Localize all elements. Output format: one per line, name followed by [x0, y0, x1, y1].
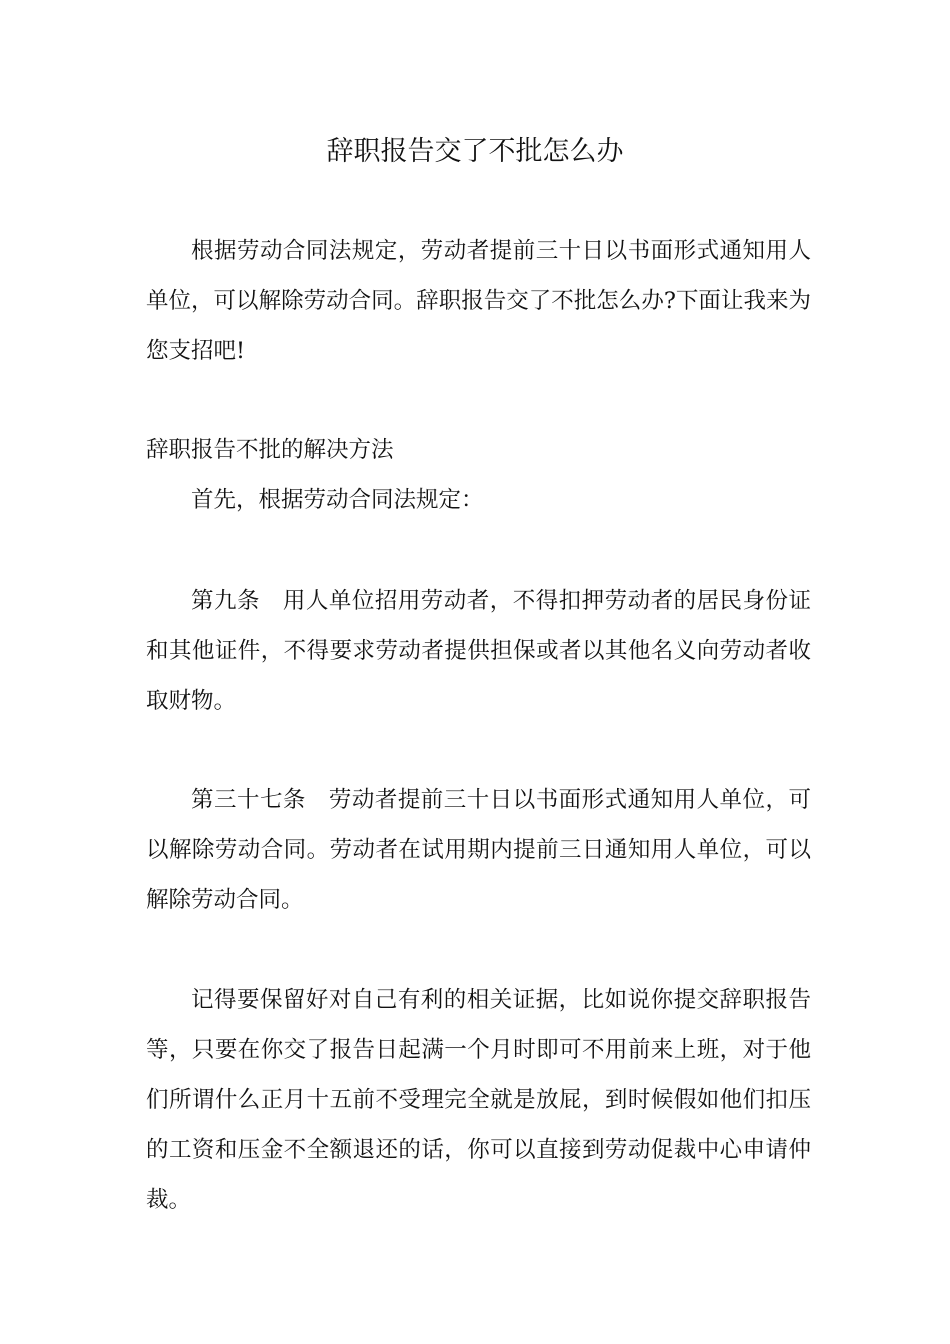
document-title: 辞职报告交了不批怎么办: [326, 136, 624, 167]
paragraph-article-37: 第三十七条 劳动者提前三十日以书面形式通知用人单位，可以解除劳动合同。劳动者在试用期内提前三日通知用人单位，可以解除劳动合同。: [146, 787, 811, 913]
paragraph-article-9: 第九条 用人单位招用劳动者，不得扣押劳动者的居民身份证和其他证件，不得要求劳动者提供担保或者以其他名义向劳动者收取财物。: [146, 588, 811, 714]
paragraph-advice: 记得要保留好对自己有利的相关证据，比如说你提交辞职报告等，只要在你交了报告日起满一个月时即可不用前来上班，对于他们所谓什么正月十五前不受理完全就是放屁，到时候假如他们扣压的工资和压金不全额退还的话，你可以直接到劳动促裁中心申请仲裁。: [146, 987, 811, 1213]
paragraph-first: 首先，根据劳动合同法规定：: [191, 487, 484, 513]
section-heading: 辞职报告不批的解决方法: [146, 437, 394, 463]
paragraph-intro: 根据劳动合同法规定，劳动者提前三十日以书面形式通知用人单位，可以解除劳动合同。辞职报告交了不批怎么办?下面让我来为您支招吧!: [146, 238, 811, 364]
